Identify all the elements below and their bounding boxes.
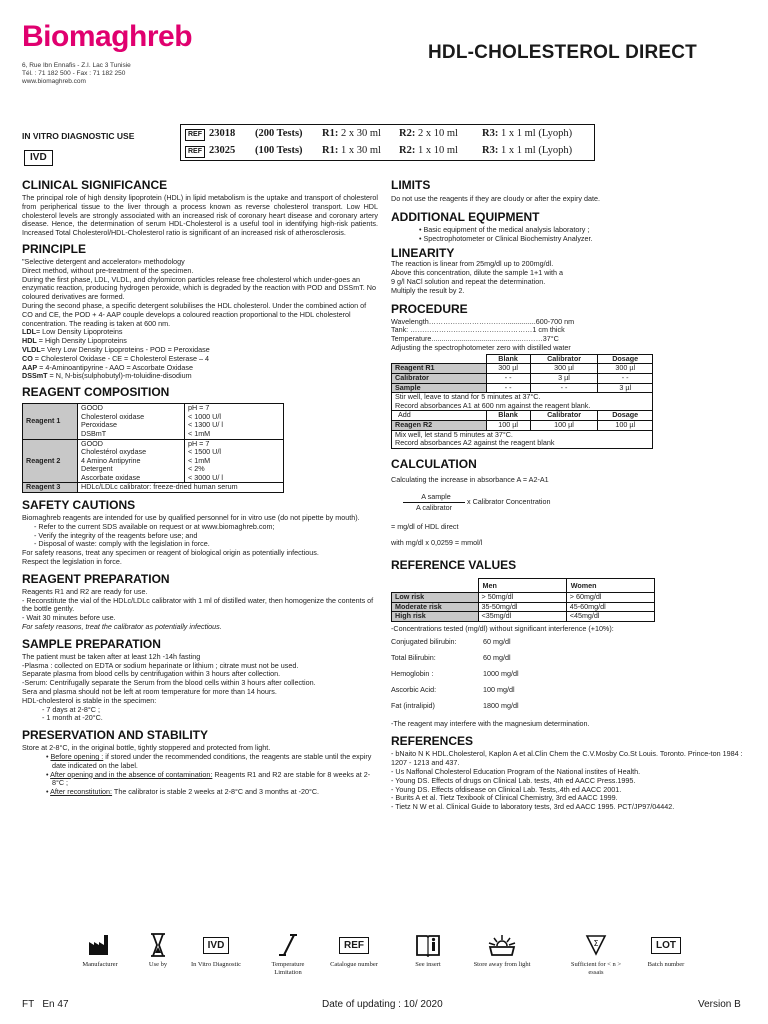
- clinical-heading: CLINICAL SIGNIFICANCE: [22, 178, 168, 192]
- list-item: - bNaito N K HDL.Cholesterol, Kaplon A et al.Clin Chem the C.V.Mosby Co.St Louis. Toronto. Prince-ton 1984 : 1207 - 1213 and 437.: [391, 749, 743, 768]
- list-item: • After reconstitution: The calibrator is stable 2 weeks at 2-8°C and 3 months at -20°C.: [46, 787, 320, 797]
- table-row: Reagent 3 HDLc/LDLc calibrator: freeze-dried human serum: [23, 483, 284, 493]
- reference-values-table: [391, 578, 655, 622]
- symbol-temperature: Temperature Limitation: [258, 932, 318, 976]
- company-address: 6, Rue Ibn Ennafis - Z.I. Lac 3 Tunisie Tél. : 71 182 500 - Fax : 71 182 250 www.biomaghreb.com: [22, 62, 131, 85]
- table-row: High risk <35mg/dl <45mg/dl: [392, 612, 655, 622]
- svg-text:Σ: Σ: [593, 939, 599, 948]
- references-heading: REFERENCES: [391, 734, 474, 749]
- table-row: Reagent 2 GOOD Cholestérol oxydase 4 Amino Antipyrine Detergent Ascorbate oxidase pH = 7 < 1500 U/l < 1mM < 2% < 3000 U/ l: [23, 439, 284, 483]
- symbol-ref: REF Catalogue number: [324, 932, 384, 969]
- ref-tag: REF: [185, 146, 205, 158]
- symbol-use-by: Use by: [128, 932, 188, 969]
- use-by-icon: [128, 932, 188, 958]
- left-column: CLINICAL SIGNIFICANCE The principal role of high density lipoprotein (HDL) in lipid metabolism is the uptake and transport of cholesterol from peripherical tissue to the liver through a process known as reverse cholesterol transport. Low HDL cholesterol levels are strongly associated with an increased risk of coronary heart disease and coronary artery disease. Hence, the determination of serum HDL-Cholesterol is a useful tool in identifying high-risk patients. Increased Total Cholesterol/HDL-Cholesterol ratio is significant of an increased risk of atherosclerosis. PRINCIPLE "Selective detergent and accelerator» methodology Direct method, without pre-treatment of the specimen. During the first phase, LDL, VLDL, and chylomicron particles release free cholesterol which under-goes an enzymatic reaction, producing hydrogen peroxide, which is degraded by the reaction with POD and DSSmT. No coloured derivatives are formed. During the second phase, a specific detergent solubilises the HDL cholesterol. Under the combined action of CO and CE, the POD + 4- AAP couple develops a coloured reaction proportional to the HDL cholesterol concentration. The reading is taken at 600 nm. LDL= Low Density Lipoproteins HDL = High Density Lipoproteins VLDL= Very Low Density Lipoproteins - POD = Peroxidase CO = Cholesterol Oxidase - CE = Cholesterol Esterase – 4 AAP = 4-Aminoantipyrine - AAO = Ascorbate Oxidase DSSmT = N, N-bis(sulphobutyl)-m-toluidine-disodium REAGENT COMPOSITION Reagent 1 GOOD Cholesterol oxidase Peroxidase DSBmT pH = 7 < 1000 U/l < 1300 U/ l < 1mM Reagent 2 GOOD Cholestérol oxydase 4 Amino Antipyrine Detergent Ascorbate oxidase pH = 7 < 1500 U/l < 1mM < 2% < 3000 U/ l Reagent 3 HDLc/LDLc calibrator: freeze-dried human serum SAFETY CAUTIONS Biomaghreb reagents are intended for use by qualified personnel for in vitro use (do not pipette by mouth). - Refer to the current SDS available on request or at www.biomaghreb.com; - Verify the integrity of the reagents before use; and - Disposal of waste: comply with the legislation in force. For safety reasons, treat any specimen or reagent of biological origin as potentially infectious. Respect the legislation in force. REAGENT PREPARATION Reagents R1 and R2 are ready for use. - Reconstitute the vial of the HDLc/LDLc calibrator with 1 ml of distilled water, then homogenize the contents of the bottle gently. - Wait 30 minutes before use. For safety reasons, treat the calibrator as potentially infectious. SAMPLE PREPARATION The patient must be taken after at least 12h -14h fasting -Plasma : collected on EDTA or sodium heparinate or lithium ; citrate must not be used. Separate plasma from blood cells by centrifugation within 3 hours after collection. -Serum: Centrifugally separate the Serum from the blood cells within 3 hours after collection. Sera and plasma should not be left at room temperature for more than 14 hours. HDL-cholesterol is stable in the specimen: - 7 days at 2-8°C ; - 1 month at -20°C. PRESERVATION AND STABILITY Store at 2-8°C, in the original bottle, tightly stoppered and protected from light. • Before opening : if stored under the recommended conditions, the reagents are stable until the expiry date indicated on the label. • After opening and in the absence of contamination: Reagents R1 and R2 are stable for 8 weeks at 2-8°C ; • After reconstitution: The calibrator is stable 2 weeks at 2-8°C and 3 months at -20°C.: [22, 178, 378, 797]
- table-row: Reagent R1 300 µl 300 µl 300 µl: [392, 364, 653, 374]
- list-item: - Young DS. Effects ofdisease on Clinical Lab. Tests,.4th ed AACC 2001.: [391, 784, 622, 794]
- list-item: • Before opening : if stored under the recommended conditions, the reagents are stable until the expiry date indicated on the label.: [46, 752, 372, 770]
- ivd-badge: IVD: [24, 150, 53, 166]
- ref-icon: REF: [339, 937, 369, 954]
- table-row: Add Blank Calibrator Dosage: [392, 411, 653, 421]
- table-row: Blank Calibrator Dosage: [392, 354, 653, 364]
- list-item: - Us Naffonal Cholesterol Education Program of the National instites of Health.: [391, 767, 641, 777]
- reference-values-heading: REFERENCE VALUES: [391, 558, 517, 573]
- brand-logo: Biomaghreb: [22, 20, 193, 53]
- sufficient-icon: [566, 932, 626, 958]
- temperature-icon: [258, 932, 318, 958]
- ref-table: REF 23018 (200 Tests) R1: 2 x 30 ml R2: 2 x 10 ml R3: 1 x 1 ml (Lyoph) REF 23025 (100 Tests) R1: 1 x 30 ml R2: 1 x 10 ml R3: 1 x 1 ml (Lyoph): [180, 124, 595, 161]
- symbol-see-insert: See insert: [398, 932, 458, 969]
- table-row: Reagent 1 GOOD Cholesterol oxidase Peroxidase DSBmT pH = 7 < 1000 U/l < 1300 U/ l < 1mM: [23, 404, 284, 439]
- abbr-co: CO = Cholesterol Oxidase - CE = Cholesterol Esterase – 4: [22, 353, 209, 363]
- symbol-lot: LOT Batch number: [636, 932, 696, 969]
- list-item: - Young DS. Effects of drugs on Clinical Lab. tests, 4th ed AACC Press.1995.: [391, 775, 636, 785]
- limits-heading: LIMITS: [391, 178, 431, 192]
- list-item: - Burits A et al. Tietz Texibook of Clinical Chemistry, 3rd ed AACC 1999.: [391, 793, 618, 803]
- right-column: LIMITS Do not use the reagents if they are cloudy or after the expiry date. ADDITIONAL EQUIPMENT • Basic equipment of the medical analysis laboratory ; • Spectrophotometer or Clinical Biochemistry Analyzer. LINEARITY The reaction is linear from 25mg/dl up to 200mg/dl. Above this concentration, dilute the sample 1+1 with a 9 g/l NaCl solution and repeat the determination. Multiply the result by 2. PROCEDURE Wavelength……………………………..............600-700 nm Tank: ……………………………………………1 cm thick Temperature.............................................………37°C Adjusting the spectrophotometer zero with distilled water Blank Calibrator Dosage Reagent R1 300 µl 300 µl 300 µl Calibrator - - 3 µl - - Sample - - - - 3 µl Stir well, leave to stand for 5 minutes at 37°C. Record absorbances A1 at 600 nm against the reagent blank. Add Blank Calibrator Dosage Reagen R2 100 µl 100 µl 100 µl Mix well, let stand 5 minutes at 37°C. Record absorbances A2 against the reagent blank CALCULATION Calculating the increase in absorbance A = A2-A1 A sample A calibrator x Calibrator Concentration = mg/dl of HDL direct with mg/dl x 0,0259 = mmol/l REFERENCE VALUES Men Women Low risk > 50mg/dl > 60mg/dl Moderate risk 35-50mg/dl 45-60mg/dl High risk <35mg/dl <45mg/dl -Concentrations tested (mg/dl) without significant interference (+10%): Conjugated bilirubin: 60 mg/dl Total Bilirubin: 60 mg/dl Hemoglobin : 1000 mg/dl Ascorbic Acid: 100 mg/dl Fat (intralipid) 1800 mg/dl -The reagent may interfere with the magnesium determination. REFERENCES - bNaito N K HDL.Cholesterol, Kaplon A et al.Clin Chem the C.V.Mosby Co.St Louis. Toronto. Prince-ton 1984 : 1207 - 1213 and 437. - Us Naffonal Cholesterol Education Program of the National instites of Health. - Young DS. Effects of drugs on Clinical Lab. tests, 4th ed AACC Press.1995. - Young DS. Effects ofdisease on Clinical Lab. Tests,.4th ed AACC 2001. - Burits A et al. Tietz Texibook of Clinical Chemistry, 3rd ed AACC 1999. - Tietz N W et al. Clinical Guide to laboratory tests, 3rd ed AACC 1995. PCT/JP97/04442.: [391, 178, 747, 812]
- equipment-heading: ADDITIONAL EQUIPMENT: [391, 209, 540, 224]
- table-row: Calibrator - - 3 µl - -: [392, 373, 653, 383]
- clinical-text: The principal role of high density lipoprotein (HDL) in lipid metabolism is the uptake and transport of cholesterol from peripherical tissue to the liver through a process known as reverse cholesterol transport. Low HDL cholesterol levels are strongly associated with an increased risk of coronary heart disease and coronary artery disease. Hence, the determination of serum HDL-Cholesterol is a useful tool in identifying high-risk patients. Increased Total Cholesterol/HDL-Cholesterol ratio is significant of an increased risk of atherosclerosis.: [22, 193, 378, 238]
- symbols-legend: [70, 932, 710, 980]
- reagent-composition-table: [22, 403, 284, 493]
- document-title: HDL-CHOLESTEROL DIRECT: [428, 42, 697, 63]
- table-row: Reagen R2 100 µl 100 µl 100 µl: [392, 420, 653, 430]
- table-row: Low risk > 50mg/dl > 60mg/dl: [392, 593, 655, 603]
- procedure-table: [391, 354, 653, 449]
- sample-preparation-heading: SAMPLE PREPARATION: [22, 636, 161, 651]
- procedure-heading: PROCEDURE: [391, 301, 468, 316]
- symbol-manufacturer: Manufacturer: [70, 932, 130, 969]
- abbr-aap: AAP = 4-Aminoantipyrine - AAO = Ascorbate Oxidase: [22, 362, 193, 372]
- ivd-use-label: IN VITRO DIAGNOSTIC USE: [22, 131, 135, 141]
- table-row: Men Women: [392, 579, 655, 593]
- lot-icon: LOT: [651, 937, 681, 954]
- ref-tag: REF: [185, 129, 205, 141]
- abbr-vldl: VLDL= Very Low Density Lipoproteins - POD = Peroxidase: [22, 344, 210, 354]
- table-row: Moderate risk 35-50mg/dl 45-60mg/dl: [392, 602, 655, 612]
- table-row: Mix well, let stand 5 minutes at 37°C. Record absorbances A2 against the reagent blank: [392, 430, 653, 448]
- safety-heading: SAFETY CAUTIONS: [22, 498, 136, 513]
- ivd-icon: IVD: [203, 937, 230, 954]
- abbr-hdl: HDL = High Density Lipoproteins: [22, 336, 127, 346]
- table-row: Stir well, leave to stand for 5 minutes at 37°C. Record absorbances A1 at 600 nm against the reagent blank.: [392, 393, 653, 411]
- table-row: Sample - - - - 3 µl: [392, 383, 653, 393]
- list-item: - Tietz N W et al. Clinical Guide to laboratory tests, 3rd ed AACC 1995. PCT/JP97/04442.: [391, 802, 675, 812]
- calculation-heading: CALCULATION: [391, 456, 477, 471]
- see-insert-icon: [398, 932, 458, 958]
- linearity-heading: LINEARITY: [391, 246, 455, 261]
- abbr-ldl: LDL= Low Density Lipoproteins: [22, 327, 123, 337]
- calculation-formula: A sample A calibrator x Calibrator Concentration: [391, 493, 747, 523]
- symbol-away-from-light: Store away from light: [462, 932, 542, 969]
- symbol-ivd: IVD In Vitro Diagnostic: [186, 932, 246, 969]
- reagent-preparation-heading: REAGENT PREPARATION: [22, 571, 170, 586]
- footer-version: Version B: [698, 999, 741, 1010]
- symbol-sufficient: Σ Sufficient for < n > essais: [566, 932, 626, 976]
- sunlight-icon: [462, 932, 542, 958]
- footer-doc-code: FT En 47: [22, 999, 69, 1010]
- list-item: • After opening and in the absence of contamination: Reagents R1 and R2 are stable for 8 weeks at 2-8°C ;: [46, 769, 371, 788]
- reagent-composition-heading: REAGENT COMPOSITION: [22, 385, 170, 400]
- footer-update-date: Date of updating : 10/ 2020: [322, 999, 443, 1010]
- preservation-heading: PRESERVATION AND STABILITY: [22, 728, 209, 743]
- principle-heading: PRINCIPLE: [22, 241, 87, 256]
- interference-list: Conjugated bilirubin: 60 mg/dl Total Bilirubin: 60 mg/dl Hemoglobin : 1000 mg/dl Ascorbic Acid: 100 mg/dl Fat (intralipid) 1800 mg/dl: [391, 636, 519, 710]
- abbr-dssmt: DSSmT = N, N-bis(sulphobutyl)-m-toluidine-disodium: [22, 371, 192, 381]
- manufacturer-icon: [70, 932, 130, 958]
